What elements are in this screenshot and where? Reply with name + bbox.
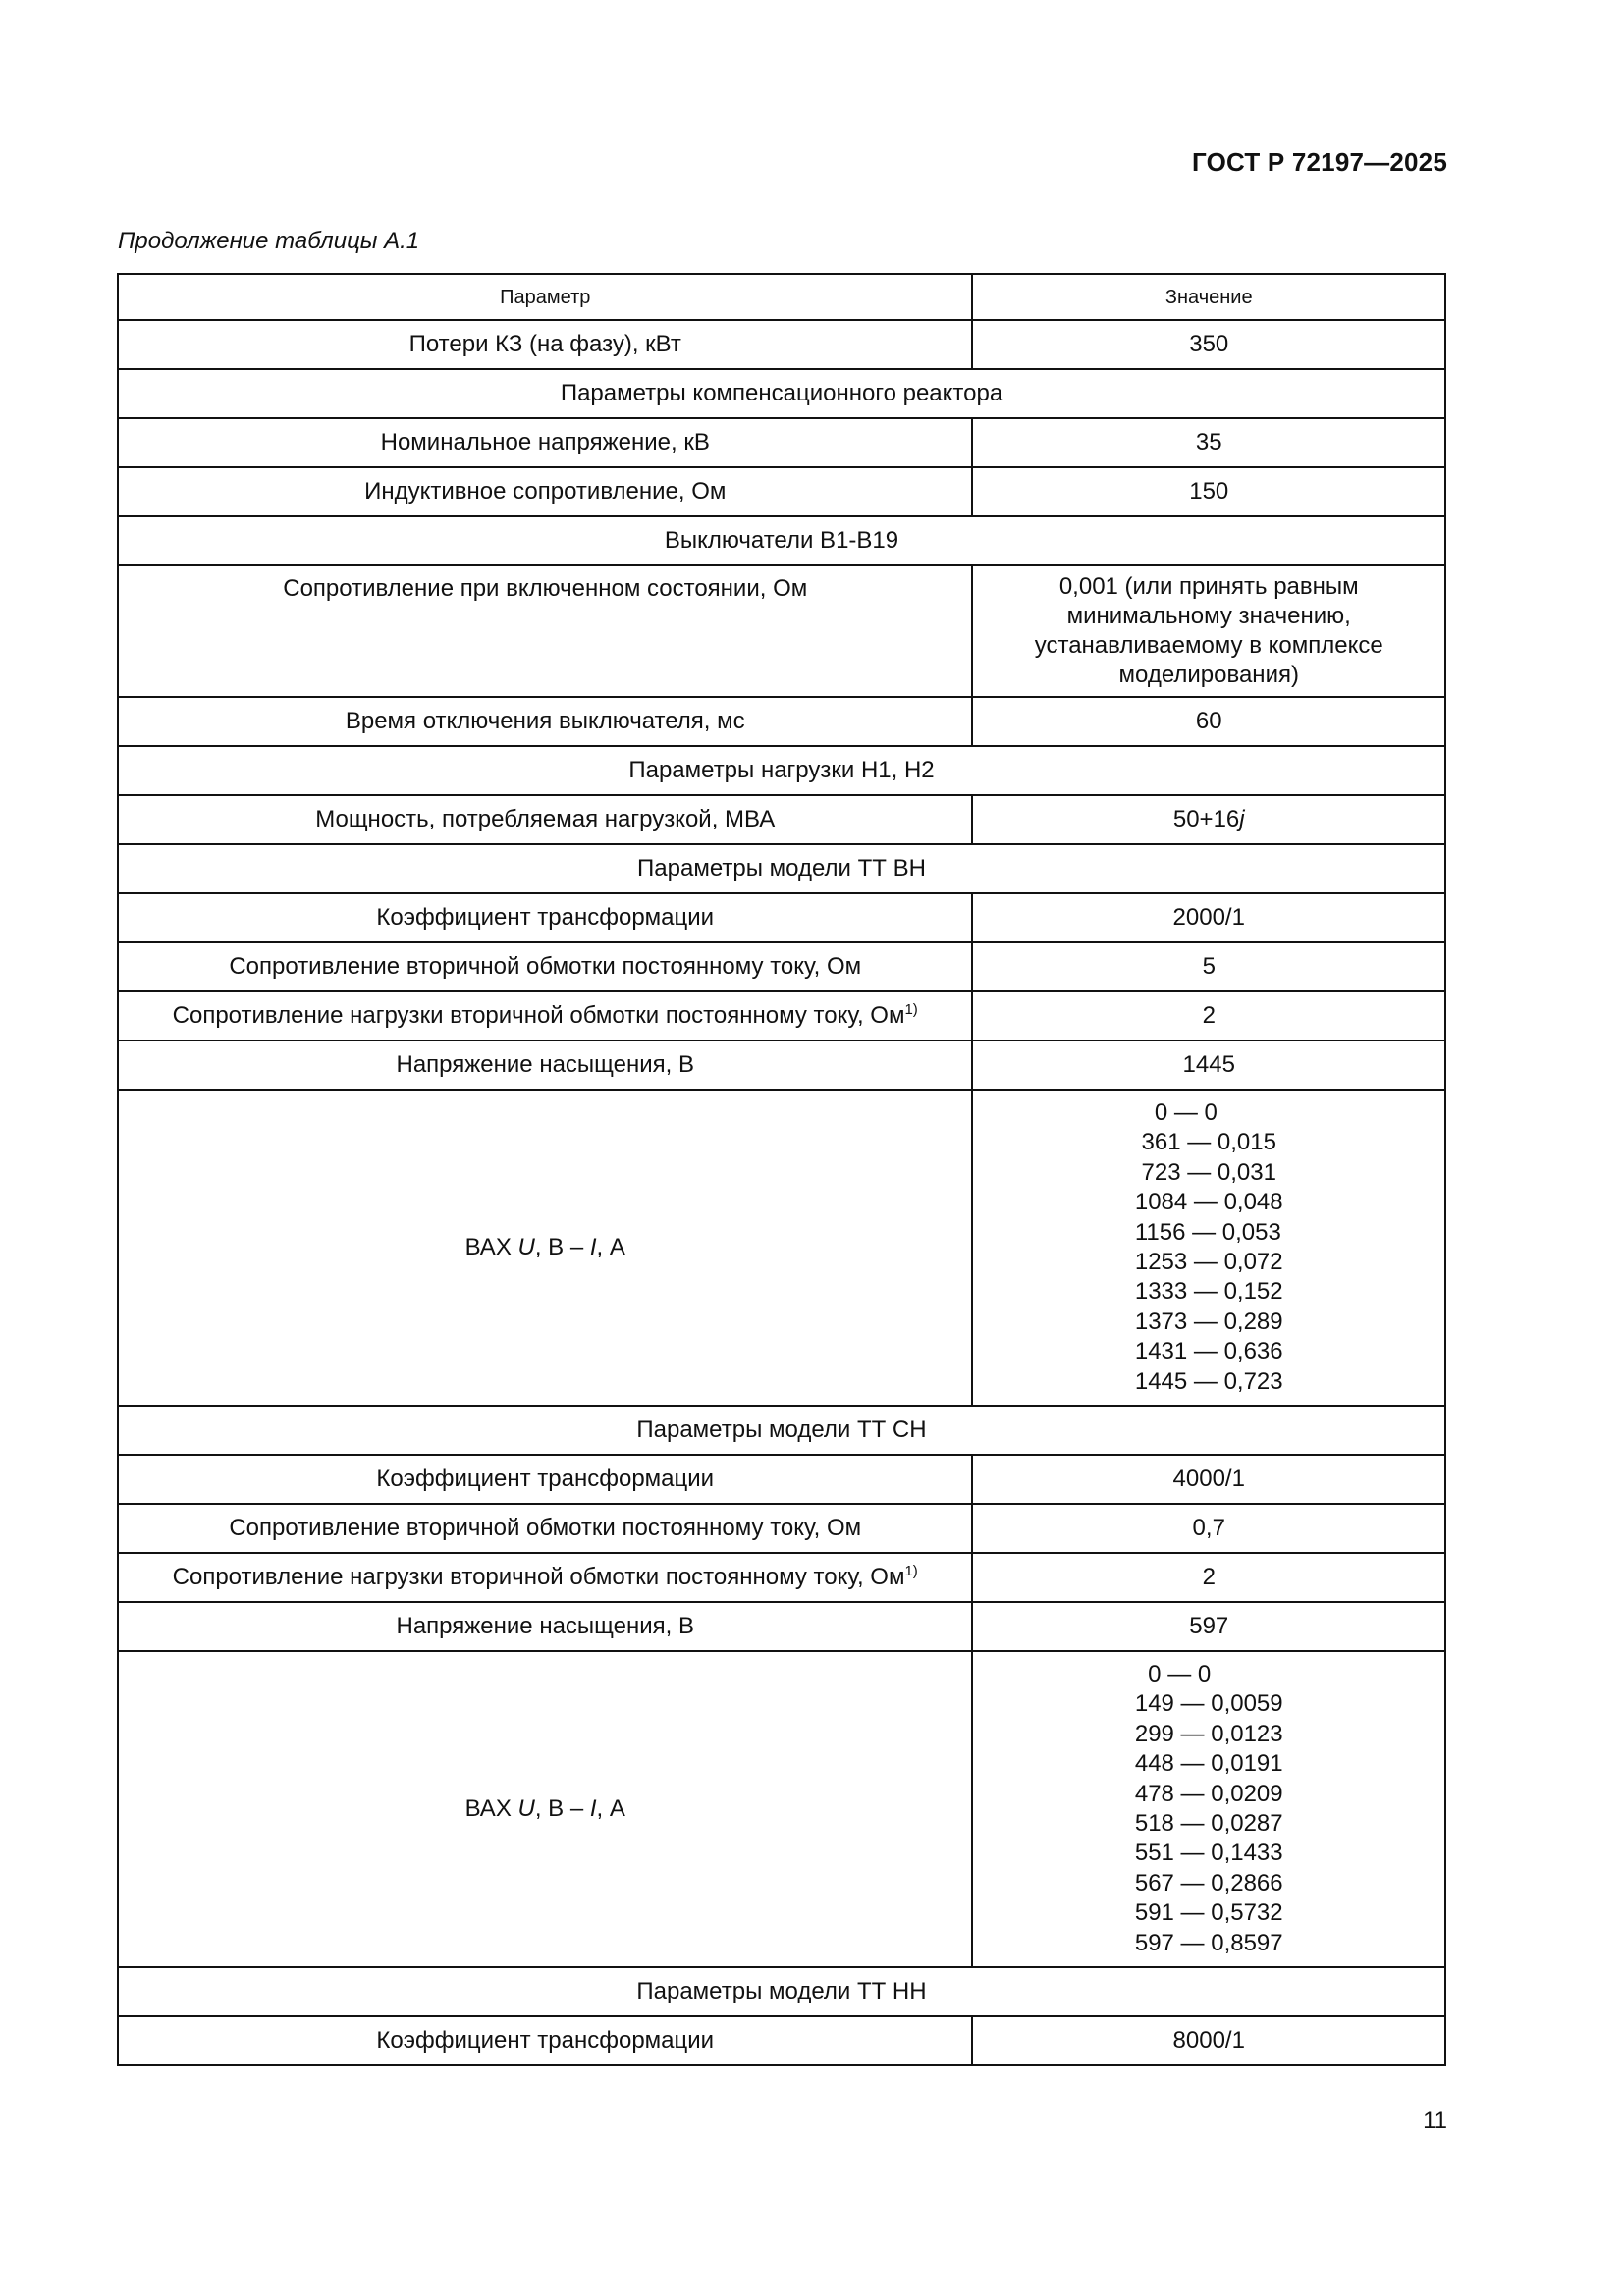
table-row [118,1504,1445,1553]
value-text: 2000/1 [1172,904,1245,931]
parameter-text-part: , А [596,1234,625,1260]
vax-point: 597 — 0,8597 [1134,1929,1283,1956]
parameter-text-part: , В – [534,1234,590,1260]
vax-point: 723 — 0,031 [1134,1158,1276,1186]
parameter-cell [118,1504,972,1553]
value-cell [972,1651,1445,1967]
parameter-cell [118,1455,972,1504]
value-cell [972,418,1445,467]
vax-points-list [1135,1660,1283,1958]
table-row [118,467,1445,516]
value-cell [972,1090,1445,1406]
vax-point: 1373 — 0,289 [1134,1308,1283,1335]
parameter-text-part: , В – [534,1795,590,1822]
vax-row [118,1090,1445,1406]
parameter-cell [118,467,972,516]
parameters-table [117,273,1446,2066]
value-text: 8000/1 [1172,2027,1245,2054]
value-text: 0,7 [1192,1515,1225,1541]
section-row [118,369,1445,418]
column-header-value: Значение [972,274,1445,320]
parameter-cell [118,1553,972,1602]
parameter-cell [118,418,972,467]
parameter-text: Сопротивление нагрузки вторичной обмотки постоянному току, Ом [172,1002,905,1029]
vax-point: 0 — 0 [1134,1098,1218,1126]
section-title: Параметры модели ТТ СН [118,1406,1445,1455]
page-number: 11 [1423,2108,1447,2134]
table-row [118,1602,1445,1651]
parameter-text-part: U [517,1795,535,1822]
parameter-text: Мощность, потребляемая нагрузкой, МВА [315,806,776,832]
value-cell [972,565,1445,697]
footnote-mark: 1) [904,1563,918,1579]
vax-point: 518 — 0,0287 [1134,1810,1283,1837]
vax-point: 0 — 0 [1134,1660,1212,1687]
parameter-text-part: ВАХ [464,1795,518,1822]
value-text: 150 [1189,478,1229,505]
value-text: 350 [1189,331,1229,357]
parameter-text: Напряжение насыщения, В [396,1051,694,1078]
section-row [118,844,1445,893]
vax-point: 567 — 0,2866 [1134,1869,1283,1896]
value-cell [972,2016,1445,2065]
parameter-text: Сопротивление нагрузки вторичной обмотки постоянному току, Ом [172,1564,905,1590]
table-row [118,942,1445,991]
value-text: 2 [1202,1564,1216,1590]
value-text: 597 [1189,1613,1229,1639]
value-cell [972,1504,1445,1553]
value-cell [972,467,1445,516]
value-cell [972,991,1445,1041]
vax-point: 149 — 0,0059 [1134,1690,1283,1718]
parameter-cell [118,2016,972,2065]
parameter-text-part: ВАХ [464,1234,518,1260]
section-row [118,516,1445,565]
vax-point: 1333 — 0,152 [1134,1278,1283,1306]
value-cell [972,697,1445,746]
section-row [118,1406,1445,1455]
value-cell [972,795,1445,844]
vax-point: 551 — 0,1433 [1134,1840,1283,1867]
section-row [118,1967,1445,2016]
parameter-text: Напряжение насыщения, В [396,1613,694,1639]
vax-point: 1445 — 0,723 [1134,1367,1283,1395]
footnote-mark: 1) [904,1001,918,1018]
value-text: 2 [1202,1002,1216,1029]
parameter-cell [118,565,972,697]
value-cell [972,1602,1445,1651]
parameter-text: Сопротивление при включенном состоянии, Ом [283,575,808,602]
vax-point: 1084 — 0,048 [1134,1189,1283,1216]
value-text: 1445 [1182,1051,1235,1078]
value-cell [972,893,1445,942]
vax-point: 591 — 0,5732 [1134,1899,1283,1927]
section-title: Выключатели В1-В19 [118,516,1445,565]
parameter-cell [118,1090,972,1406]
value-cell [972,320,1445,369]
table-row [118,795,1445,844]
parameter-text: Сопротивление вторичной обмотки постоянному току, Ом [229,1515,862,1541]
value-text: 0,001 (или принять равным минимальному значению, устанавливаемому в комплексе моделирования) [1034,573,1383,688]
parameter-text-part: , А [596,1795,625,1822]
parameter-cell [118,697,972,746]
vax-points-list [1135,1098,1283,1397]
parameter-text: Коэффициент трансформации [376,1466,715,1492]
parameter-text-part: I [589,1795,597,1822]
parameter-cell [118,1602,972,1651]
vax-row [118,1651,1445,1967]
value-text: 5 [1202,953,1216,980]
parameter-cell [118,795,972,844]
vax-point: 1431 — 0,636 [1134,1338,1283,1365]
value-text: 50+16 [1172,806,1240,832]
section-title: Параметры модели ТТ ВН [118,844,1445,893]
vax-point: 478 — 0,0209 [1134,1780,1283,1807]
vax-point: 1156 — 0,053 [1134,1218,1281,1246]
parameter-cell [118,1651,972,1967]
section-title: Параметры нагрузки Н1, Н2 [118,746,1445,795]
parameter-cell [118,320,972,369]
table-row [118,991,1445,1041]
value-text: 35 [1195,429,1222,455]
parameter-text: Коэффициент трансформации [376,2027,715,2054]
parameter-text: Сопротивление вторичной обмотки постоянному току, Ом [229,953,862,980]
table-row [118,893,1445,942]
section-title: Параметры модели ТТ НН [118,1967,1445,2016]
value-italic-part: j [1239,806,1245,832]
table-caption: Продолжение таблицы А.1 [118,228,420,254]
section-title: Параметры компенсационного реактора [118,369,1445,418]
value-cell [972,1041,1445,1090]
parameter-cell [118,942,972,991]
parameter-text-part: I [589,1234,597,1260]
value-text: 60 [1195,708,1222,734]
value-cell [972,1455,1445,1504]
value-text: 4000/1 [1172,1466,1245,1492]
parameter-text: Время отключения выключателя, мс [345,708,745,734]
column-header-parameter: Параметр [118,274,972,320]
document-code: ГОСТ Р 72197—2025 [1192,147,1447,177]
section-row [118,746,1445,795]
parameter-text-part: U [517,1234,535,1260]
table-row [118,697,1445,746]
parameter-text: Потери КЗ (на фазу), кВт [408,331,681,357]
parameter-cell [118,991,972,1041]
vax-point: 448 — 0,0191 [1134,1750,1283,1778]
value-cell [972,942,1445,991]
parameter-text: Номинальное напряжение, кВ [380,429,710,455]
parameter-text: Коэффициент трансформации [376,904,715,931]
parameter-cell [118,1041,972,1090]
value-cell [972,1553,1445,1602]
table-row [118,1041,1445,1090]
table-row [118,418,1445,467]
table-body [118,274,1445,2065]
table-row [118,565,1445,697]
parameter-cell [118,893,972,942]
vax-point: 361 — 0,015 [1134,1129,1276,1156]
table-header-row [118,274,1445,320]
table-row [118,320,1445,369]
table-row [118,2016,1445,2065]
parameter-text: Индуктивное сопротивление, Ом [364,478,727,505]
vax-point: 299 — 0,0123 [1134,1720,1283,1747]
table-row [118,1455,1445,1504]
vax-point: 1253 — 0,072 [1134,1249,1283,1275]
table-row [118,1553,1445,1602]
